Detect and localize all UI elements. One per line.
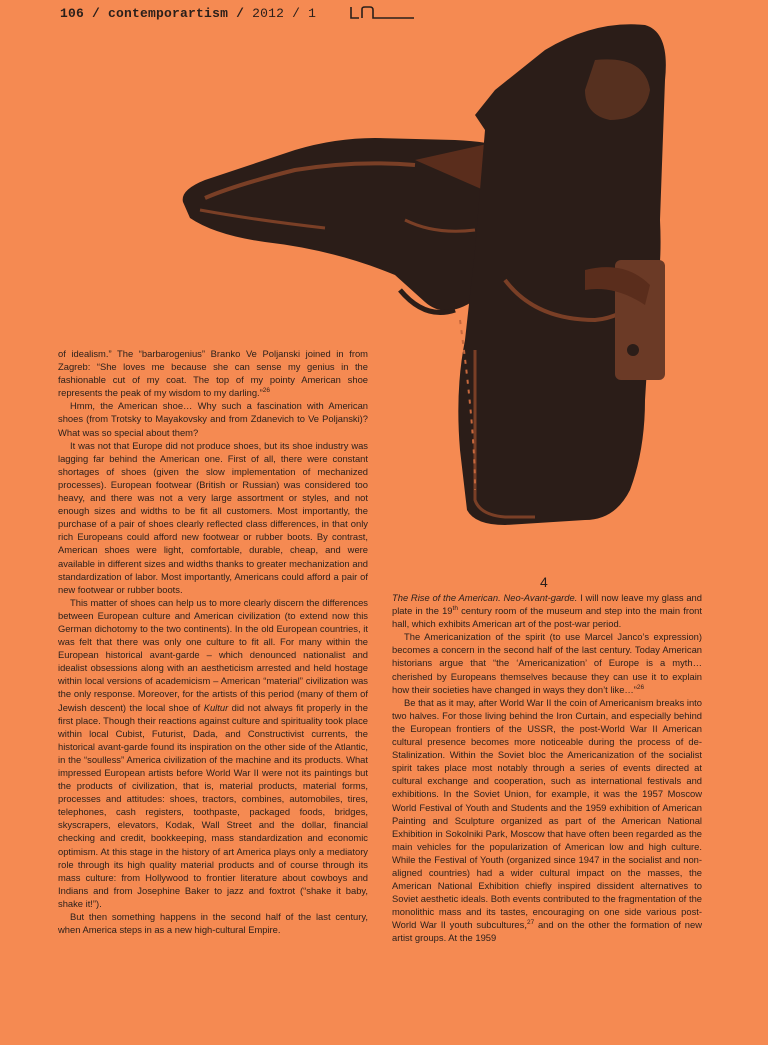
header-separator: /	[236, 6, 253, 21]
paragraph: But then something happens in the second half of the last century, when America steps in as a new high-cultural Empire.	[58, 911, 368, 936]
footnote-ref: 26	[262, 387, 271, 395]
paragraph	[392, 591, 702, 630]
section-heading: The Rise of the American. Neo-Avant-garde.	[392, 592, 578, 603]
issue-number: 2012 / 1	[252, 6, 317, 21]
journal-name: contemporartism	[108, 6, 229, 21]
paragraph-text: did not always fit properly in the first place. Though their reactions against culture and spirituality took place within local Cubist, Futurist, Dada, and Constructivist currents, the historical avant-garde found its inspiration on the other side of the Atlantic, in the “soulless” America civilization of the machine and its products. What impressed European artists before World War II were not its paintings but the products of civilization, that is, material products, material forms, processes and attitudes: shoes, tractors, combines, automobiles, tires, telephones, cash registers, toothpaste, packaged foods, bridges, skyscrapers, elevators, Kodak, Wall Street and the dollar, financial checking and credit, bookkeeping, mass standardization and economic optimism. At this stage in the history of art America plays only a mediatory role through its high quality material products and of course through its mass culture: from Hollywood to frontier literature about cowboys and Indians and from Josephine Baker to jazz and foxtrot (“shake it baby, shake it!”).	[58, 701, 368, 909]
footnote-ref: 27	[526, 919, 535, 927]
paragraph	[392, 696, 702, 945]
paragraph-text: This matter of shoes can help us to more clearly discern the differences between European culture and American civilization (to extend now this German dichotomy to the two continents). In the old European countries, it was felt that there was only one culture to fit all. For many within the European historical avant-garde – which denounced nationalist and idealist obsessions along with an aestheticism arrested and held hostage within local versions of academicism – American “material” civilization was the only response. Moreover, for the artists of this period (many of them of Jewish descent) the local shoe of	[58, 596, 368, 713]
emphasis-text: Kultur	[203, 701, 229, 713]
paragraph: Hmm, the American shoe… Why such a fascination with American shoes (from Trotsky to Mayakovsky and from Zdanevich to Ve Poljanski)? What was so special about them?	[58, 400, 368, 438]
left-column	[58, 347, 368, 936]
header-separator: /	[92, 6, 109, 21]
paragraph-text: and on the other the formation of new artist groups. At the 1959	[392, 919, 702, 944]
right-column	[392, 591, 702, 945]
paragraph	[58, 347, 368, 399]
paragraph-text: I will now leave my glass and plate in the 19	[392, 592, 702, 617]
paragraph	[58, 596, 368, 910]
footnote-ref: 26	[636, 683, 645, 691]
paragraph-text: of idealism.” The “barbarogenius” Branko Ve Poljanski joined in from Zagreb: “She loves me because she can sense my genius in the fashionable cut of my coat. The top of my pointy American shoe represents the peak of my wisdom to my darling.”	[58, 348, 368, 399]
section-number: 4	[540, 574, 548, 590]
paragraph: It was not that Europe did not produce shoes, but its shoe industry was lagging far behind the American one. First of all, there were constant shortages of shoes (given the slow implementation of mechanized processes). European footwear (British or Russian) was considered too heavy, and there was not a very large assortment or styles, and not enough sizes and widths to be fit all customers. Most importantly, the purchase of a pair of shoes clearly reflected class differences, in that only rich Europeans could afford new footwear or rubber boots. By contrast, American shoes were light, comfortable, durable, cheap, and were available in different sizes and widths thanks to greater mechanization and standardization of labor. Most importantly, Americans could afford a pair of new footwear or rubber boots.	[58, 439, 368, 595]
superscript: th	[452, 604, 458, 612]
paragraph-text: century room of the museum and step into the main front hall, which exhibits American art of the post-war period.	[392, 605, 702, 630]
paragraph	[392, 630, 702, 695]
paragraph-text: Be that as it may, after World War II the coin of Americanism breaks into two halves. For those living behind the Iron Curtain, and especially behind the European frontiers of the USSR, the post-World War II American cultural presence becomes more noticeable during the process of de-Stalinization. Within the Soviet bloc the Americanization of the socialist spirit takes place most notably through a series of events directed at cultural exchange and cooperation, such as international festivals and exhibitions. In the Soviet Union, for example, it was the 1957 Moscow World Festival of Youth and Students and the 1959 exhibition of American Painting and Sculpture organized as part of the American National Exhibition in Sokolniki Park, Moscow that have often been regarded as the main vehicles for the popularization of American low and high culture. While the Festival of Youth (organized since 1947 in the socialist and non-aligned countries) had a wider cultural impact on the masses, the American National Exhibition chiefly inspired dissident alternatives to Soviet aesthetic ideals. Both events contributed to the fragmentation of the monolithic mass and its tastes, encouraging on one side various post-World War II youth subcultures,	[392, 696, 702, 931]
page-number: 106	[60, 6, 85, 21]
running-header	[60, 6, 316, 21]
paragraph-text: The Americanization of the spirit (to use Marcel Janco’s expression) becomes a concern in the second half of the last century. Today American historians argue that “the ‘Americanization’ of Europe is a myth…cherished by Europeans themselves because they can use it to explain how their societies have changed in ways they don’t like…”	[392, 631, 702, 695]
